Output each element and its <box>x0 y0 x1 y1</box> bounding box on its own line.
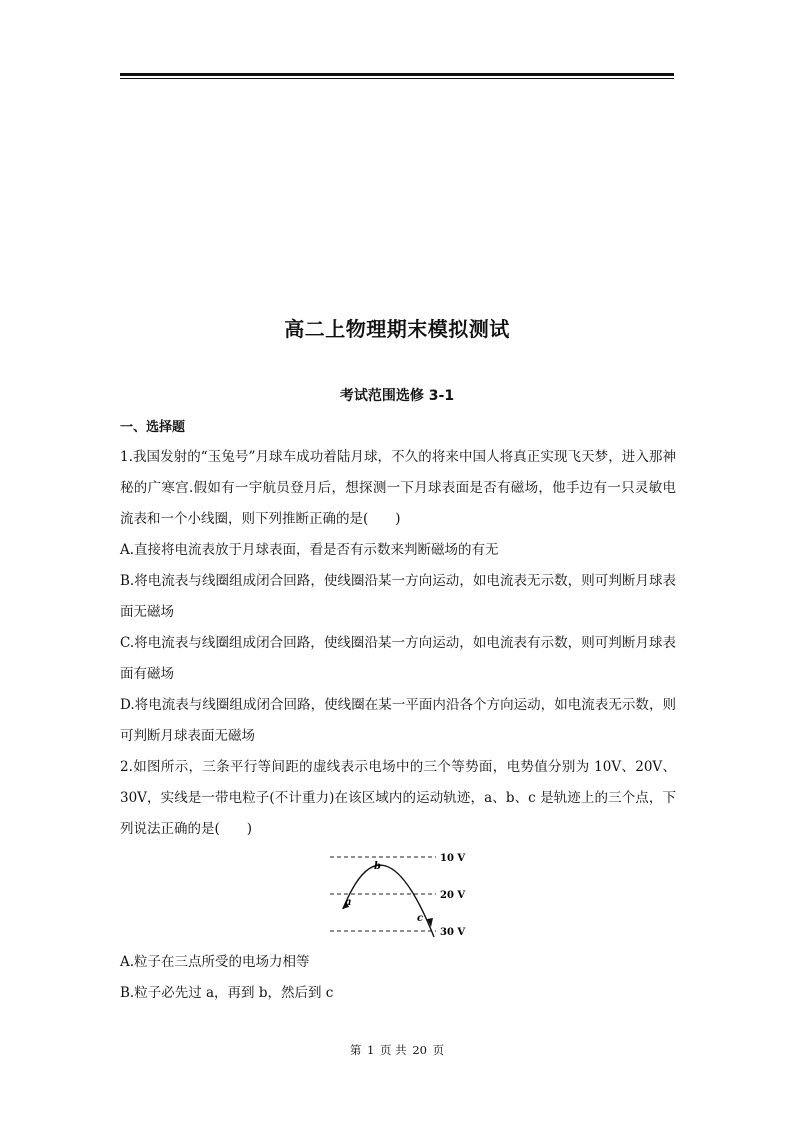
exam-scope-subtitle: 考试范围选修 3-1 <box>339 388 455 404</box>
label-20v: 20 V <box>440 890 466 901</box>
footer-middle: 页 共 <box>380 1043 407 1057</box>
page-footer <box>120 1042 674 1058</box>
question-1-stem: 1.我国发射的“玉兔号”月球车成功着陆月球，不久的将来中国人将真正实现飞天梦，进入那神秘的广寒宫.假如有一宇航员登月后，想探测一下月球表面是否有磁场，他手边有一只灵敏电流表和一个小线圈，则下列推断正确的是( ) <box>120 449 676 527</box>
footer-suffix: 页 <box>432 1043 445 1057</box>
question-2-option-a: A.粒子在三点所受的电场力相等 <box>120 954 310 970</box>
questions-body <box>120 442 676 1009</box>
point-c-label: c <box>417 913 424 924</box>
question-1-option-b: B.将电流表与线圈组成闭合回路，使线圈沿某一方向运动，如电流表无示数，则可判断月球表面无磁场 <box>120 573 676 620</box>
equipotential-diagram <box>328 849 478 941</box>
header-rule-thin <box>120 78 674 79</box>
header-rule-thick <box>120 73 674 76</box>
point-a-label: a <box>345 897 352 908</box>
label-30v: 30 V <box>440 927 466 938</box>
section-heading: 一、选择题 <box>120 420 186 435</box>
question-1-option-d: D.将电流表与线圈组成闭合回路，使线圈在某一平面内沿各个方向运动，如电流表无示数，则可判断月球表面无磁场 <box>120 697 676 744</box>
point-b-label: b <box>374 861 381 872</box>
page-title: 高二上物理期末模拟测试 <box>284 317 510 341</box>
question-2-figure <box>120 845 676 947</box>
footer-prefix: 第 <box>349 1043 362 1057</box>
particle-trajectory <box>343 865 434 937</box>
question-2-stem: 2.如图所示，三条平行等间距的虚线表示电场中的三个等势面，电势值分别为 10V、20V、30V，实线是一带电粒子(不计重力)在该区域内的运动轨迹，a、b、c 是轨迹上的三个点，下列说法正确的是( ) <box>120 759 676 837</box>
label-10v: 10 V <box>440 853 466 864</box>
footer-page-number: 1 <box>367 1043 375 1057</box>
question-1-option-a: A.直接将电流表放于月球表面，看是否有示数来判断磁场的有无 <box>120 542 499 558</box>
question-1-option-c: C.将电流表与线圈组成闭合回路，使线圈沿某一方向运动，如电流表有示数，则可判断月球表面有磁场 <box>120 635 676 682</box>
footer-total-pages: 20 <box>412 1043 427 1057</box>
question-2-option-b: B.粒子必先过 a，再到 b，然后到 c <box>120 985 334 1001</box>
